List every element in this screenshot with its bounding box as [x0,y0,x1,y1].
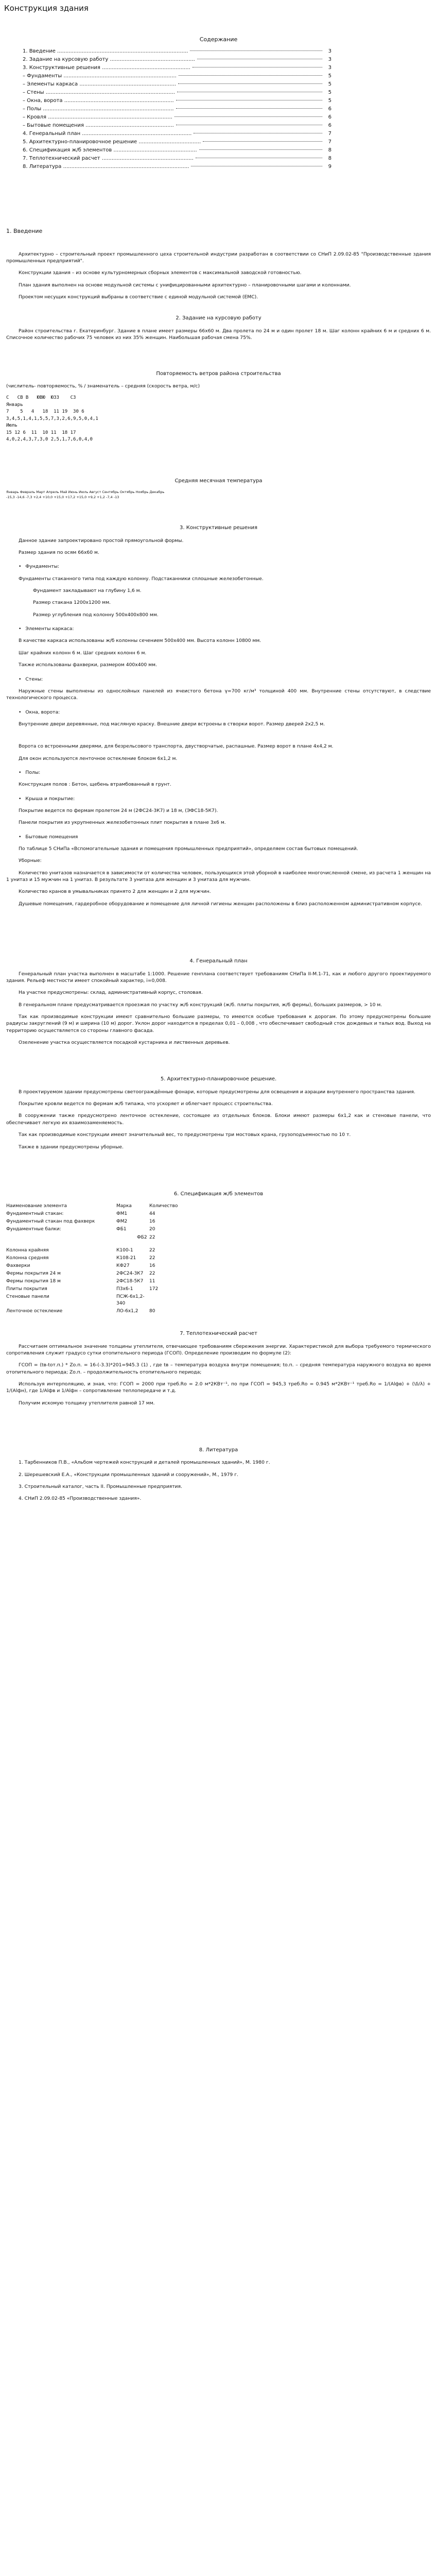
wind-row: 7 5 4 18 11 19 30 6 [6,409,84,415]
paragraph: В качестве каркаса использованы ж/б колонны сечением 500х400 мм. Высота колонн 10800 мм. [19,638,261,644]
paragraph: Конструкция полов : Бетон, щебень втрамбованный в грунт. [19,782,171,788]
table-row: Фахверки КФ27 16 [6,1263,155,1268]
paragraph: Также в здании предусмотрены уборные. [19,1144,124,1150]
subheading-wind: Повторяемость ветров района строительства [156,370,281,377]
paragraph: Ворота со встроенными дверями, для безрельсового транспорта, двустворчатые, распашные. Размер ворот в плане 4х4,2 м. [19,743,334,750]
table-row: Плиты покрытия П3х6-1 172 [6,1286,159,1292]
section-heading: 6. Спецификация ж/б элементов [173,1191,264,1197]
section-architectural-planning [6,1076,431,1150]
wind-row: 4,0,2,4,3,7,3,0 2,5,1,7,6,0,4,0 [6,437,93,443]
subheading-temperature: Средняя месячная температура [175,478,263,484]
section-references [6,1447,431,1502]
paragraph: Также использованы фахверки, размером 400х400 мм. [19,662,157,668]
section-heading: 8. Литература [199,1447,238,1453]
toc-item[interactable]: – Элементы каркаса ........................................................... 5 [23,81,332,87]
paragraph: Получим искомую толщину утеплителя равной 17 мм. [19,1400,155,1406]
paragraph: В сооружении также предусмотрено ленточное остекление, состоящее из отдельных блоков. Блоки имеют размеры 6х1,2 как и стеновые панели, что обеспечивает легкую их взаимозаменяемость. [6,1113,431,1126]
paragraph: В проектируемом здании предусмотрены светоограждённые фонари, которые предусмотрены для освещения и аэрации внутреннего пространства здания. [19,1089,415,1095]
paragraph: Фундаменты стаканного типа под каждую колонну. Подстаканники сплошные железобетонные. [19,575,264,582]
paragraph: Генеральный план участка выполнен в масштабе 1:1000. Решение генплана соответствует требованиям СНиПа II-М.1-71, как и любого другого проектируемого здания. Рельеф местности имеет спокойный характер, і=0,008. [6,971,431,984]
table-row: Стеновые панели ПСЖ-6х1,2-340 [6,1294,145,1306]
section-thermal-calculation [6,1330,431,1406]
paragraph: Размер стакана 1200х1200 мм. [33,600,111,606]
page-title: Конструкция здания [0,0,436,19]
toc-heading: Содержание [199,36,238,43]
specification-table [6,1203,180,1316]
paragraph: Для окон используются ленточное остекление блоком 6х1,2 м. [19,755,178,761]
table-row: Фермы покрытия 18 м 2ФС18-5К7 11 [6,1278,155,1284]
table-header-row [6,1203,180,1211]
paragraph: Размер углубления под колонну 500х400х800 мм. [33,612,159,618]
table-row: ФБ2 22 [137,1234,155,1240]
paragraph: Наружные стены выполнены из однослойных панелей из ячеистого бетона γ=700 кг/м³ толщиной 400 мм. Внутренние стены отсутствуют, в следствие технологического процесса. [6,688,431,701]
toc-item[interactable]: – Кровля ............................................................................ 6 [23,114,332,120]
paragraph: Количество унитазов назначается в зависимости от количества человек, пользующихся этой уборной в наиболее многочисленной смене, из расчета 1 женщин на 1 унитаз и 15 мужчин на 1 унитаз. В результате 3 унитаза для женщин и 3 унитаза для мужчин. [6,870,431,883]
reference-item: 1. Тарбенников П.В., «Альбом чертежей конструкций и деталей промышленных зданий», М. 1980 г. [19,1460,270,1466]
paragraph: На участке предусмотрены: склад, административный корпус, столовая. [19,990,203,996]
section-heading: 7. Теплотехнический расчет [180,1331,257,1336]
table-row: Колонна средняя К108-21 22 [6,1255,155,1261]
section-heading: 1. Введение [6,227,43,234]
temperature-months: Январь Февраль Март Апрель Май Июнь Июль Август Сентябрь Октябрь Ноябрь Декабрь [6,490,165,495]
temperature-values: -15,3 -14,6 -7,3 +2,4 +10,0 +15,0 +17,2 +15,0 +9,2 +1,2 -7,4 -13 [6,495,119,499]
toc-item[interactable]: 7. Теплотехнический расчет ........................................................ 8 [23,155,332,161]
paragraph: Панели покрытия из укрупненных железобетонных плит покрытия в плане 3х6 м. [19,820,226,826]
bullet-floors: • Полы: [19,769,431,776]
section-specification [6,1191,431,1316]
table-of-contents [23,48,332,172]
bullet-roof: • Крыша и покрытие: [19,795,431,802]
paragraph: Так как производимые конструкции имеют сравнительно большие размеры, то имеются особые требования к дорогам. По этому предусмотрены большие радиусы закруглений (9 м) и ширина (10 м) дорог. Уклон дорог находится в пределах 0,01 – 0,008 , что обеспечивает свободный сток дождевых и талых вод. Выход на территорию осуществляется со стороны главного фасада. [6,1013,431,1033]
paragraph: Фундамент закладывают на глубину 1,6 м. [33,588,142,594]
column-header: Марка [116,1204,132,1209]
toc-item[interactable]: 5. Архитектурно-планировочное решение ...................................... 7 [23,139,332,145]
column-header: Количество [149,1204,178,1209]
toc-item[interactable]: 2. Задание на курсовую работу .................................................... 3 [23,56,332,62]
toc-item[interactable]: – Полы ................................................................................ 6 [23,106,332,112]
paragraph: Количество кранов в умывальниках принято 2 для женщин и 2 для мужчин. [19,889,211,895]
bullet-amenity-rooms: • Бытовые помещения [19,834,431,840]
paragraph: Рассчитаем оптимальное значение толщины утеплителя, отвечающее требованиям сбережения энергии. Характеристикой для выбора требуемого термического сопротивления служит градусо сутки отопительного периода (ГСОП). Определение производим по формуле (2): [6,1343,431,1356]
paragraph: ГСОП = (tв-tот.п.) * Zо.п. = 16-(-3.3)*201=945.3 (1) , где tв – температура воздуха внутри помещения; tо.п. – средняя температура наружного воздуха во время отопительного периода; Zо.п. – продолжительность отопительного периода; [6,1362,431,1375]
table-row: Фундаментный стакан: ФМ1 44 [6,1211,155,1217]
toc-item[interactable]: 4. Генеральный план ................................................................... 7 [23,130,332,137]
paragraph: Внутренние двери деревянные, под масляную краску. Внешние двери встроены в створки ворот. Размер дверей 2х2,5 м. [19,721,325,727]
toc-item[interactable]: 8. Литература ............................................................................. 9 [23,163,332,170]
toc-item[interactable]: – Окна, ворота ................................................................... 5 [23,97,332,104]
paragraph: В генеральном плане предусматривается проезжая по участку ж/б конструкций (ж/б. плиты покрытия, ж/б фермы), больших размеров, > 10 м. [19,1002,382,1008]
paragraph: Используя интерполяцию, и зная, что: ГСОП = 2000 при треб.Rо = 2.0 м*2КВт⁻¹, по при ГСОП = 945,3 треб.Rо = 0.945 м*2КВт⁻¹ треб.Rо = 1/(Аlфв) + (\δ/λ) + 1/(Аlфн), где 1/Аlфв и 1/Аlфн – сопротивление теплопередаче и т.д. [6,1381,431,1394]
section-introduction [6,227,431,301]
table-row: Колонна крайняя К100-1 22 [6,1247,155,1253]
paragraph: Проектом несущих конструкций выбраны в соответствие с единой модульной системой (ЕМС). [19,294,258,300]
table-row: Фундаментные балки: ФБ1 20 [6,1227,155,1232]
section-heading: 3. Конструктивные решения [180,525,257,531]
toc-item[interactable]: 1. Введение ................................................................................ 3 [23,48,332,54]
wind-row: С СВ В ЮВЮ ЮЗЗ СЗ [6,395,76,401]
table-row: Ленточное остекление ЛО-6х1,2 80 [6,1308,155,1314]
paragraph: Шаг крайних колонн 6 м. Шаг средних колонн 6 м. [19,650,147,656]
paragraph: (числитель- повторяемость, % / знаменатель – средняя (скорость ветра, м/с) [6,383,200,389]
wind-row: 15 12 6 11 10 11 18 17 [6,430,76,435]
wind-row: 3,4,5,1,4,1,5,5,7,3,2,6,9,5,0,4,1 [6,416,98,421]
paragraph: Душевые помещения, гардеробное оборудование и помещение для личной гигиены женщин расположены в близ расположенном административном корпусе. [19,901,422,907]
section-structural-solutions [6,524,431,907]
toc-item[interactable]: 3. Конструктивные решения ...................................................... 3 [23,64,332,71]
toc-item[interactable]: – Стены ............................................................................... 5 [23,89,332,95]
reference-item: 2. Шерешевский Е.А., «Конструкции промышленных зданий и сооружений», М., 1979 г. [19,1471,238,1478]
bullet-frame: • Элементы каркаса: [19,625,431,632]
paragraph: По таблице 5 СНиПа «Вспомогательные здания и помещения промышленных предприятий», определяем состав бытовых помещений. [19,845,358,852]
section-master-plan [6,958,431,1046]
paragraph: Район строительства г. Екатеринбург. Здание в плане имеет размеры 66х60 м. Два пролета по 24 м и один пролет 18 м. Шаг колонн крайних 6 м и средних 6 м. Списочное количество рабочих 75 человек из них 35% женщин. Наибольшая рабочая смена 75%. [6,328,431,341]
bullet-walls: • Стены: [19,676,431,683]
bullet-windows-gates: • Окна, ворота: [19,709,431,716]
wind-row: Июль [6,423,18,429]
paragraph: Уборные: [19,858,42,864]
paragraph: Так как производимые конструкции имеют значительный вес, то предусмотрены три мостовых крана, грузоподъемностью по 10 т. [19,1132,351,1138]
reference-item: 4. СНиП 2.09.02-85 «Производственные здания». [19,1496,142,1502]
document-body [0,36,436,1502]
paragraph: Конструкции здания – из основе культурномерных сборных элементов с максимальной заводской готовностью. [19,270,302,276]
paragraph: Покрытие кровли ведется по фермам ж/б типажа, что ускоряет и облегчает процесс строительства. [19,1101,273,1107]
table-row: Фундаментный стакан под фахверк ФМ2 16 [6,1219,155,1225]
section-heading: 2. Задание на курсовую работу [176,315,261,321]
section-assignment [6,315,431,500]
toc-item[interactable]: – Бытовые помещения ...................................................... 6 [23,122,332,128]
toc-item[interactable]: – Фундаменты ..................................................................... 5 [23,73,332,79]
paragraph: Озеленение участка осуществляется посадкой кустарника и лиственных деревьев. [19,1039,230,1045]
paragraph: Покрытие ведется по фермам пролетом 24 м (2ФС24-3К7) и 18 м, (ЭФС18-5К7). [19,807,218,814]
paragraph: План здания выполнен на основе модульной системы с унифицированными архитектурно – планировочными шагами и колоннами. [19,282,351,288]
section-heading: 4. Генеральный план [189,958,248,964]
column-header: Наименование элемента [6,1204,67,1209]
section-heading: 5. Архитектурно-планировочное решение. [160,1076,277,1082]
table-row: Фермы покрытия 24 м 2ФС24-3К7 22 [6,1270,155,1276]
bullet-foundations: • Фундаменты: [19,563,431,570]
reference-item: 3. Строительный каталог, часть II. Промышленные предприятия. [19,1484,182,1490]
toc-item[interactable]: 6. Спецификация ж/б элементов ................................................... 8 [23,147,332,153]
paragraph: Архитектурно – строительный проект промышленного цеха строительной индустрии разработан в соответствии со СНиП 2.09.02-85 "Производственные здания промышленных предприятий". [6,251,431,264]
paragraph: Размер здания по осям 66х60 м. [19,550,99,556]
paragraph: Данное здание запроектировано простой прямоугольной формы. [19,537,184,544]
wind-row: Январь [6,402,23,408]
